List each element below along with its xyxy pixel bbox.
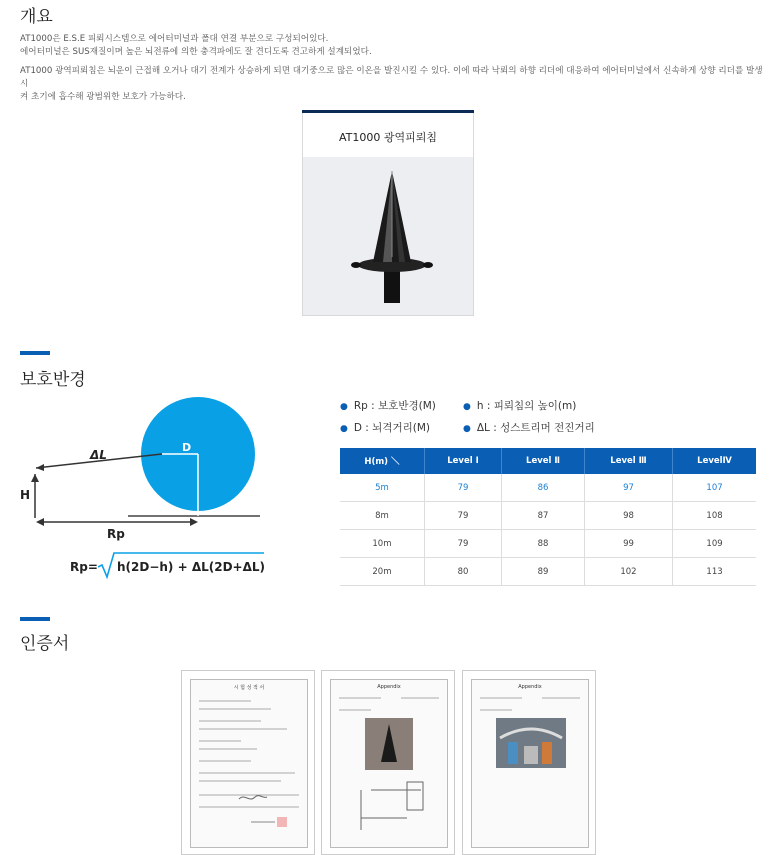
appendix-document-rod-photo: Appendix <box>330 679 448 848</box>
overview-title: 개요 <box>20 7 53 27</box>
table-row: 8m 79 87 98 108 <box>340 502 756 530</box>
test-report-document: 시 험 성 적 서 <box>190 679 308 848</box>
product-card-accent-line <box>302 110 474 113</box>
document-lines-icon <box>191 691 307 841</box>
protection-section-bar <box>20 351 50 355</box>
overview-line-3: AT1000 광역피뢰침은 뇌운이 근접해 오거나 대기 전계가 상승하게 되면 대기중으로 많은 이온을 발진시킬 수 있다. 이에 따라 낙뢰의 하향 리더에 대응하여 에어터미널에서 신속하게 상향 리더를 발생시 <box>20 66 763 89</box>
product-image-box <box>303 157 473 315</box>
diagram-delta-l-label: ΔL <box>90 448 107 462</box>
protection-radius-table <box>340 448 756 586</box>
table-row: 5m 79 86 97 107 <box>340 474 756 502</box>
product-name: AT1000 광역피뢰침 <box>338 131 437 144</box>
certificates-title: 인증서 <box>20 634 70 654</box>
table-row: 10m 79 88 99 109 <box>340 530 756 558</box>
table-header-level-4: LevelⅣ <box>673 448 756 474</box>
table-header-level-3: Level Ⅲ <box>584 448 672 474</box>
diagram-d-label: D <box>182 441 192 454</box>
legend-d: ● D : 뇌격거리(M) <box>340 422 430 434</box>
product-card <box>302 110 474 316</box>
diagram-rp-label: Rp <box>107 527 125 541</box>
diagram-h-label: H <box>20 488 31 502</box>
protection-title: 보호반경 <box>20 370 86 390</box>
table-header-level-2: Level Ⅱ <box>502 448 585 474</box>
legend-rp: ● Rp : 보호반경(M) <box>340 400 436 412</box>
overview-line-1: AT1000은 E.S.E 피뢰시스템으로 에어터미널과 폴대 연결 부분으로 구성되어있다. <box>20 34 329 44</box>
formula-right: h(2D−h) + ΔL(2D+ΔL) <box>117 560 266 574</box>
lightning-rod-image <box>303 157 473 315</box>
overview-line-4: 켜 초기에 흡수해 광범위한 보호가 가능하다. <box>20 92 186 102</box>
overview-line-2: 에어터미널은 SUS재질이며 높은 뇌전류에 의한 충격파에도 잘 견디도록 견고하게 설계되었다. <box>20 47 372 57</box>
certificate-test-report[interactable] <box>181 670 315 855</box>
legend-h: ● h : 피뢰침의 높이(m) <box>463 400 577 412</box>
appendix-rod-photo-icon <box>331 690 447 840</box>
appendix-facility-photo-icon <box>472 690 588 840</box>
table-header-level-1: Level Ⅰ <box>424 448 501 474</box>
legend-delta-l: ● ΔL : 성스트리머 전진거리 <box>463 422 595 434</box>
appendix-document-facility-photo: Appendix <box>471 679 589 848</box>
certificate-appendix-2[interactable] <box>462 670 596 855</box>
overview-text <box>20 33 765 104</box>
certificates-section-bar <box>20 617 50 621</box>
formula-left: Rp= <box>70 560 98 574</box>
table-row: 20m 80 89 102 113 <box>340 558 756 586</box>
certificate-appendix-1[interactable] <box>321 670 455 855</box>
table-header-row <box>340 448 756 474</box>
table-header-height: H(m) ＼ <box>340 448 424 474</box>
